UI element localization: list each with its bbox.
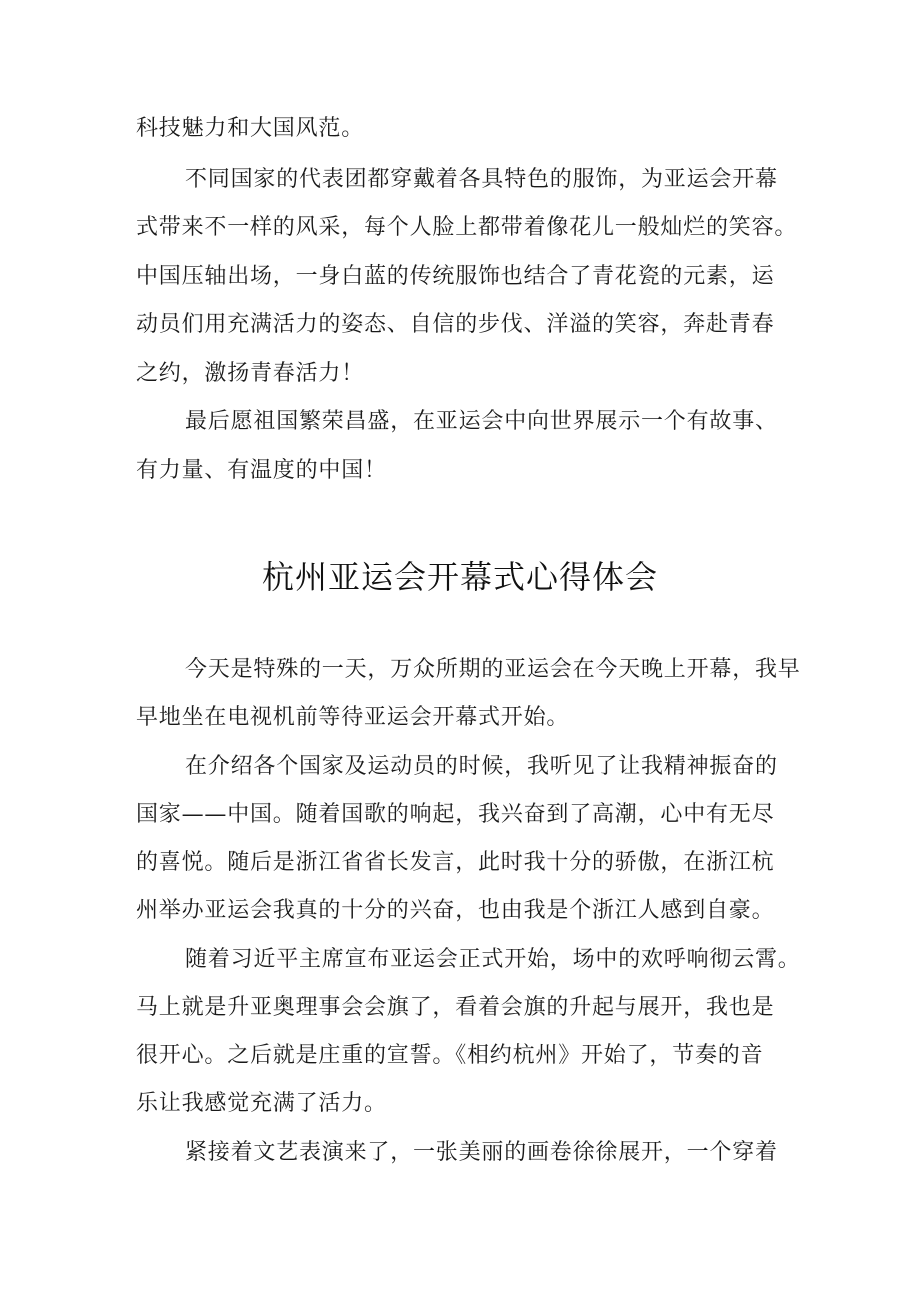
paragraph-line: 今天是特殊的一天，万众所期的亚运会在今天晚上开幕，我早 — [185, 657, 801, 682]
paragraph-line: 之约，激扬青春活力！ — [136, 361, 365, 386]
paragraph-line: 紧接着文艺表演来了，一张美丽的画卷徐徐展开，一个穿着 — [185, 1140, 778, 1165]
paragraph-line: 不同国家的代表团都穿戴着各具特色的服饰，为亚运会开幕 — [185, 167, 778, 192]
paragraph-line: 在介绍各个国家及运动员的时候，我听见了让我精神振奋的 — [185, 754, 778, 779]
paragraph-line: 很开心。之后就是庄重的宣誓。《相约杭州》开始了，节奏的音 — [136, 1043, 764, 1068]
paragraph-line: 早地坐在电视机前等待亚运会开幕式开始。 — [136, 705, 570, 730]
paragraph-line: 科技魅力和大国风范。 — [136, 116, 365, 141]
document-title: 杭州亚运会开幕式心得体会 — [261, 558, 658, 596]
paragraph-line: 州举办亚运会我真的十分的兴奋，也由我是个浙江人感到自豪。 — [136, 898, 775, 923]
paragraph-line: 乐让我感觉充满了活力。 — [136, 1091, 387, 1116]
paragraph-line: 有力量、有温度的中国！ — [136, 458, 387, 483]
paragraph-line: 最后愿祖国繁荣昌盛，在亚运会中向世界展示一个有故事、 — [185, 409, 778, 434]
paragraph-line: 随着习近平主席宣布亚运会正式开始，场中的欢呼响彻云霄。 — [185, 947, 801, 972]
paragraph-line: 的喜悦。随后是浙江省省长发言，此时我十分的骄傲，在浙江杭 — [136, 850, 775, 875]
paragraph-line: 马上就是升亚奥理事会会旗了，看着会旗的升起与展开，我也是 — [136, 995, 775, 1020]
paragraph-line: 动员们用充满活力的姿态、自信的步伐、洋溢的笑容，奔赴青春 — [136, 312, 775, 337]
paragraph-line: 国家——中国。随着国歌的响起，我兴奋到了高潮，心中有无尽 — [136, 802, 775, 827]
paragraph-line: 式带来不一样的风采，每个人脸上都带着像花儿一般灿烂的笑容。 — [136, 215, 798, 240]
paragraph-line: 中国压轴出场，一身白蓝的传统服饰也结合了青花瓷的元素，运 — [136, 264, 775, 289]
